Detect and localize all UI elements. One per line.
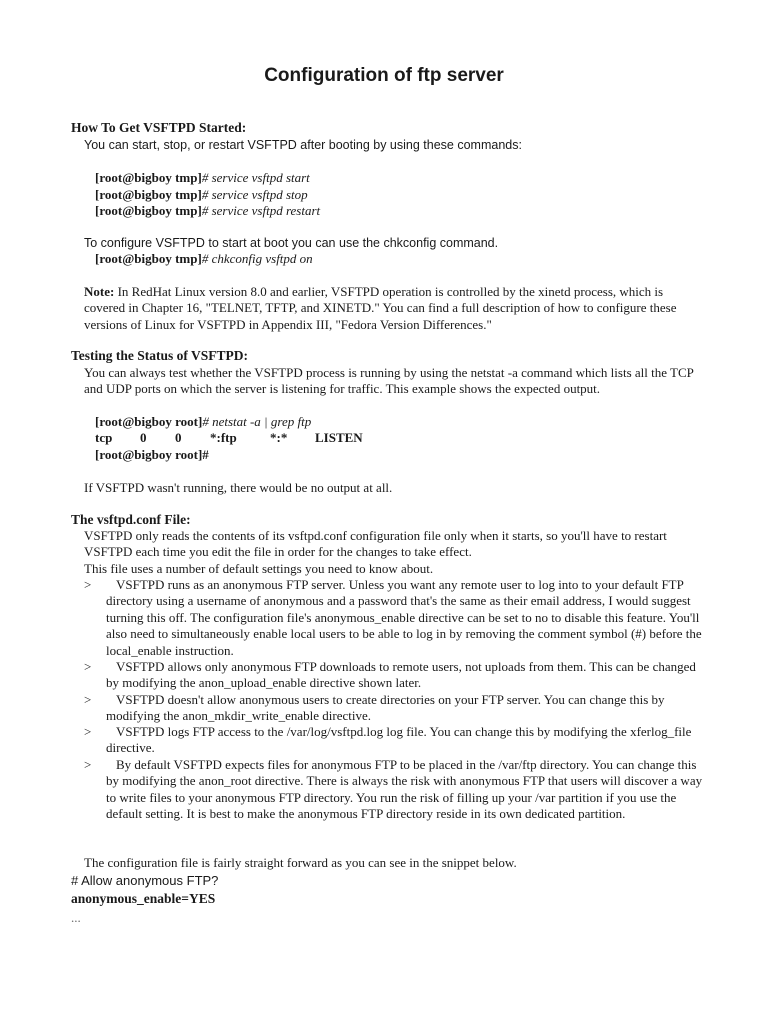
note-paragraph bbox=[84, 284, 694, 333]
list-item bbox=[84, 724, 704, 757]
paragraph-conf-defaults: This file uses a number of default settings you need to know about. bbox=[84, 561, 434, 576]
shell-prompt-end: [root@bigboy root]# bbox=[95, 447, 209, 462]
cell-send-q: 0 bbox=[175, 430, 182, 445]
command-line bbox=[95, 170, 310, 186]
note-label: Note: bbox=[84, 284, 115, 299]
config-setting: anonymous_enable=YES bbox=[71, 891, 216, 906]
shell-prompt: [root@bigboy tmp] bbox=[95, 187, 202, 202]
cell-recv-q: 0 bbox=[140, 430, 147, 445]
list-item bbox=[84, 692, 704, 725]
command-line bbox=[95, 187, 308, 203]
command-line bbox=[95, 414, 311, 430]
netstat-output-row bbox=[95, 430, 363, 446]
paragraph-no-output: If VSFTPD wasn't running, there would be no output at all. bbox=[84, 480, 393, 495]
paragraph-testing: You can always test whether the VSFTPD process is running by using the netstat -a command which lists all the TCP and UDP ports on which the server is listening for traffic. This example shows the expected output. bbox=[84, 365, 694, 397]
command-line bbox=[95, 251, 313, 267]
paragraph-boot: To configure VSFTPD to start at boot you can use the chkconfig command. bbox=[84, 236, 499, 250]
shell-prompt: [root@bigboy tmp] bbox=[95, 251, 202, 266]
section-heading-testing-status: Testing the Status of VSFTPD: bbox=[71, 348, 249, 363]
section-heading-getting-started: How To Get VSFTPD Started: bbox=[71, 120, 247, 135]
paragraph-conf-intro: VSFTPD only reads the contents of its vsftpd.conf configuration file only when it starts, so you'll have to restart VSFTPD each time you edit the file in order for the changes to take effect. bbox=[84, 528, 667, 560]
cell-local-address: *:ftp bbox=[210, 430, 237, 445]
shell-prompt: [root@bigboy tmp] bbox=[95, 170, 202, 185]
paragraph-start-intro: You can start, stop, or restart VSFTPD after booting by using these commands: bbox=[84, 138, 522, 152]
command-text: # chkconfig vsftpd on bbox=[201, 251, 313, 266]
list-item-text: VSFTPD allows only anonymous FTP downloads to remote users, not uploads from them. This can be changed by modifying the anon_upload_enable directive shown later. bbox=[106, 659, 696, 691]
cell-state: LISTEN bbox=[315, 430, 363, 445]
cell-foreign-address: *:* bbox=[270, 430, 288, 445]
bullet-marker: > bbox=[84, 692, 92, 707]
cell-protocol: tcp bbox=[95, 430, 113, 445]
list-item bbox=[84, 757, 704, 823]
bullet-marker: > bbox=[84, 659, 92, 674]
section-heading-conf-file: The vsftpd.conf File: bbox=[71, 512, 191, 527]
command-text: # service vsftpd stop bbox=[201, 187, 308, 202]
command-text: # service vsftpd start bbox=[201, 170, 310, 185]
bullet-marker: > bbox=[84, 757, 92, 772]
command-line bbox=[95, 203, 320, 219]
shell-prompt: [root@bigboy tmp] bbox=[95, 203, 202, 218]
command-text: # netstat -a | grep ftp bbox=[202, 414, 312, 429]
list-item bbox=[84, 659, 704, 692]
shell-prompt: [root@bigboy root] bbox=[95, 414, 203, 429]
list-item-text: By default VSFTPD expects files for anonymous FTP to be placed in the /var/ftp directory. You can change this by modifying the anon_root directive. There is always the risk with anonymous FTP that users will discover a way to write files to your anonymous FTP directory. You run the risk of filling up your /var partition if you use the default setting. It is best to make the anonymous FTP directory reside in its own dedicated partition. bbox=[106, 757, 703, 822]
list-item bbox=[84, 577, 704, 659]
list-item-text: VSFTPD doesn't allow anonymous users to create directories on your FTP server. You can change this by modifying the anon_mkdir_write_enable directive. bbox=[106, 692, 665, 724]
bullet-marker: > bbox=[84, 577, 92, 592]
config-ellipsis: ... bbox=[71, 910, 81, 925]
paragraph-snippet-intro: The configuration file is fairly straight forward as you can see in the snippet below. bbox=[84, 855, 517, 870]
config-comment: # Allow anonymous FTP? bbox=[71, 873, 219, 888]
command-text: # service vsftpd restart bbox=[201, 203, 321, 218]
bullet-marker: > bbox=[84, 724, 92, 739]
list-item-text: VSFTPD logs FTP access to the /var/log/vsftpd.log log file. You can change this by modifying the xferlog_file directive. bbox=[106, 724, 692, 756]
note-text: In RedHat Linux version 8.0 and earlier, VSFTPD operation is controlled by the xinetd process, which is covered in Chapter 16, "TELNET, TFTP, and XINETD." You can find a full description of how to configure these versions of Linux for VSFTPD in Appendix III, "Fedora Version Differences." bbox=[84, 284, 677, 332]
page-title: Configuration of ftp server bbox=[264, 65, 504, 86]
list-item-text: VSFTPD runs as an anonymous FTP server. Unless you want any remote user to log into to your default FTP directory using a username of anonymous and a password that's the same as their email address, I would suggest turning this off. The configuration file's anonymous_enable directive can be set to no to disable this feature. You'll also need to simultaneously enable local users to be able to log in by removing the comment symbol (#) before the local_enable instruction. bbox=[106, 577, 702, 658]
